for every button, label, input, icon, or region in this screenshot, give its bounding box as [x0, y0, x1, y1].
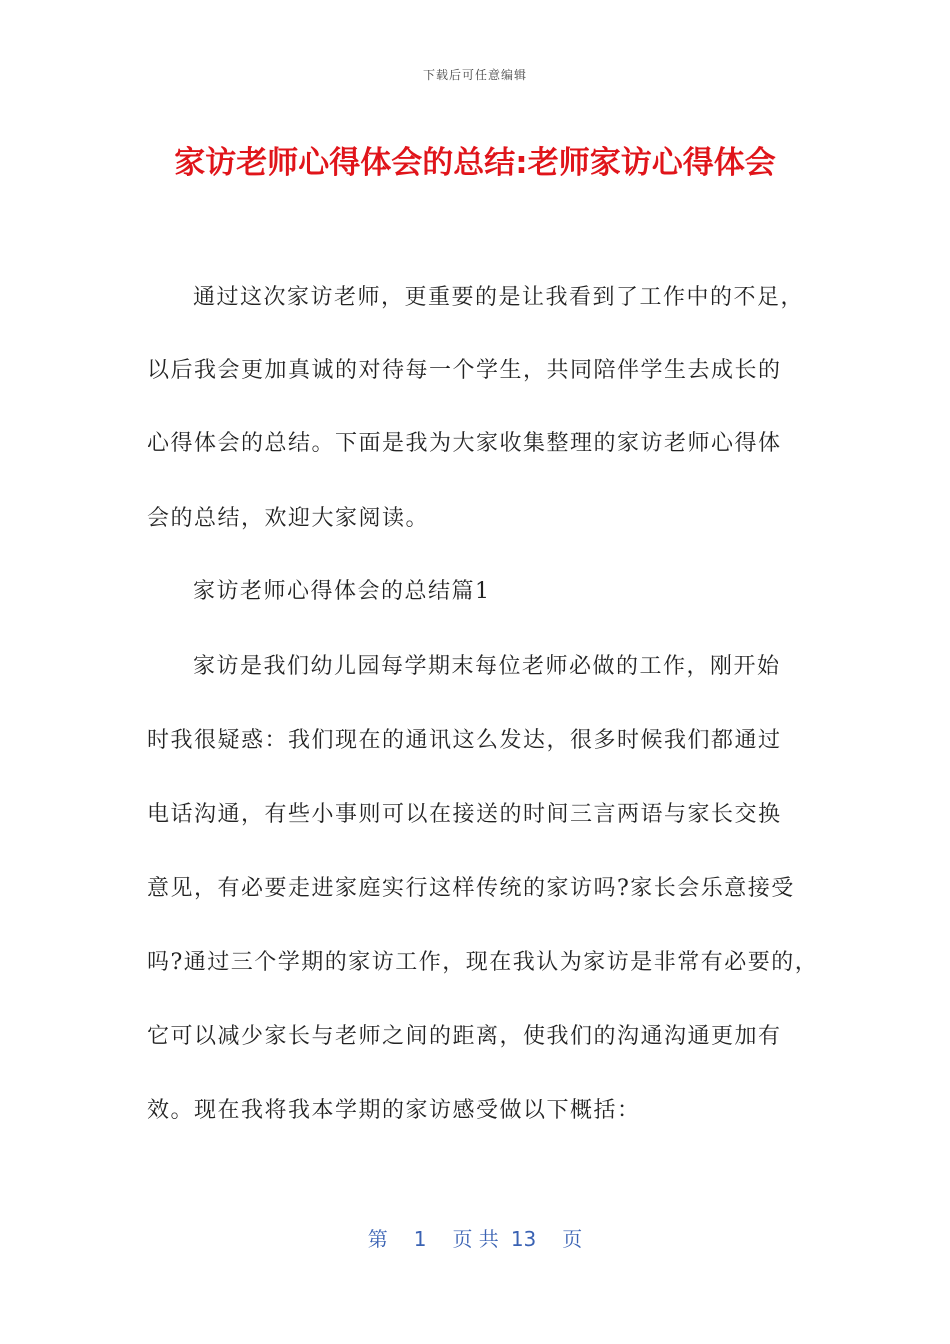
paragraph-line: 电话沟通，有些小事则可以在接送的时间三言两语与家长交换 [147, 802, 782, 827]
header-note: 下载后可任意编辑 [422, 68, 527, 82]
page-footer [0, 1226, 950, 1252]
footer-current-page: 1 [413, 1227, 427, 1251]
footer-prefix: 第 [367, 1227, 388, 1251]
footer-total-pages: 13 [510, 1227, 537, 1251]
paragraph-line: 会的总结，欢迎大家阅读。 [147, 506, 430, 531]
paragraph-line: 吗?通过三个学期的家访工作，现在我认为家访是非常有必要的， [147, 950, 819, 975]
document-title: 家访老师心得体会的总结:老师家访心得体会 [174, 145, 776, 181]
footer-middle: 页 共 [452, 1227, 499, 1251]
paragraph-line: 心得体会的总结。下面是我为大家收集整理的家访老师心得体 [147, 431, 782, 456]
paragraph-line: 效。现在我将我本学期的家访感受做以下概括： [147, 1098, 641, 1123]
paragraph-line: 时我很疑惑：我们现在的通讯这么发达，很多时候我们都通过 [147, 728, 782, 753]
paragraph-line: 通过这次家访老师，更重要的是让我看到了工作中的不足， [193, 285, 805, 310]
paragraph-line: 家访是我们幼儿园每学期末每位老师必做的工作，刚开始 [193, 654, 781, 679]
paragraph-line: 以后我会更加真诚的对待每一个学生，共同陪伴学生去成长的 [147, 358, 782, 383]
paragraph-line: 意见，有必要走进家庭实行这样传统的家访吗?家长会乐意接受 [147, 876, 795, 901]
paragraph-line: 它可以减少家长与老师之间的距离，使我们的沟通沟通更加有 [147, 1024, 782, 1049]
footer-suffix: 页 [562, 1227, 583, 1251]
section-heading: 家访老师心得体会的总结篇1 [193, 579, 491, 604]
